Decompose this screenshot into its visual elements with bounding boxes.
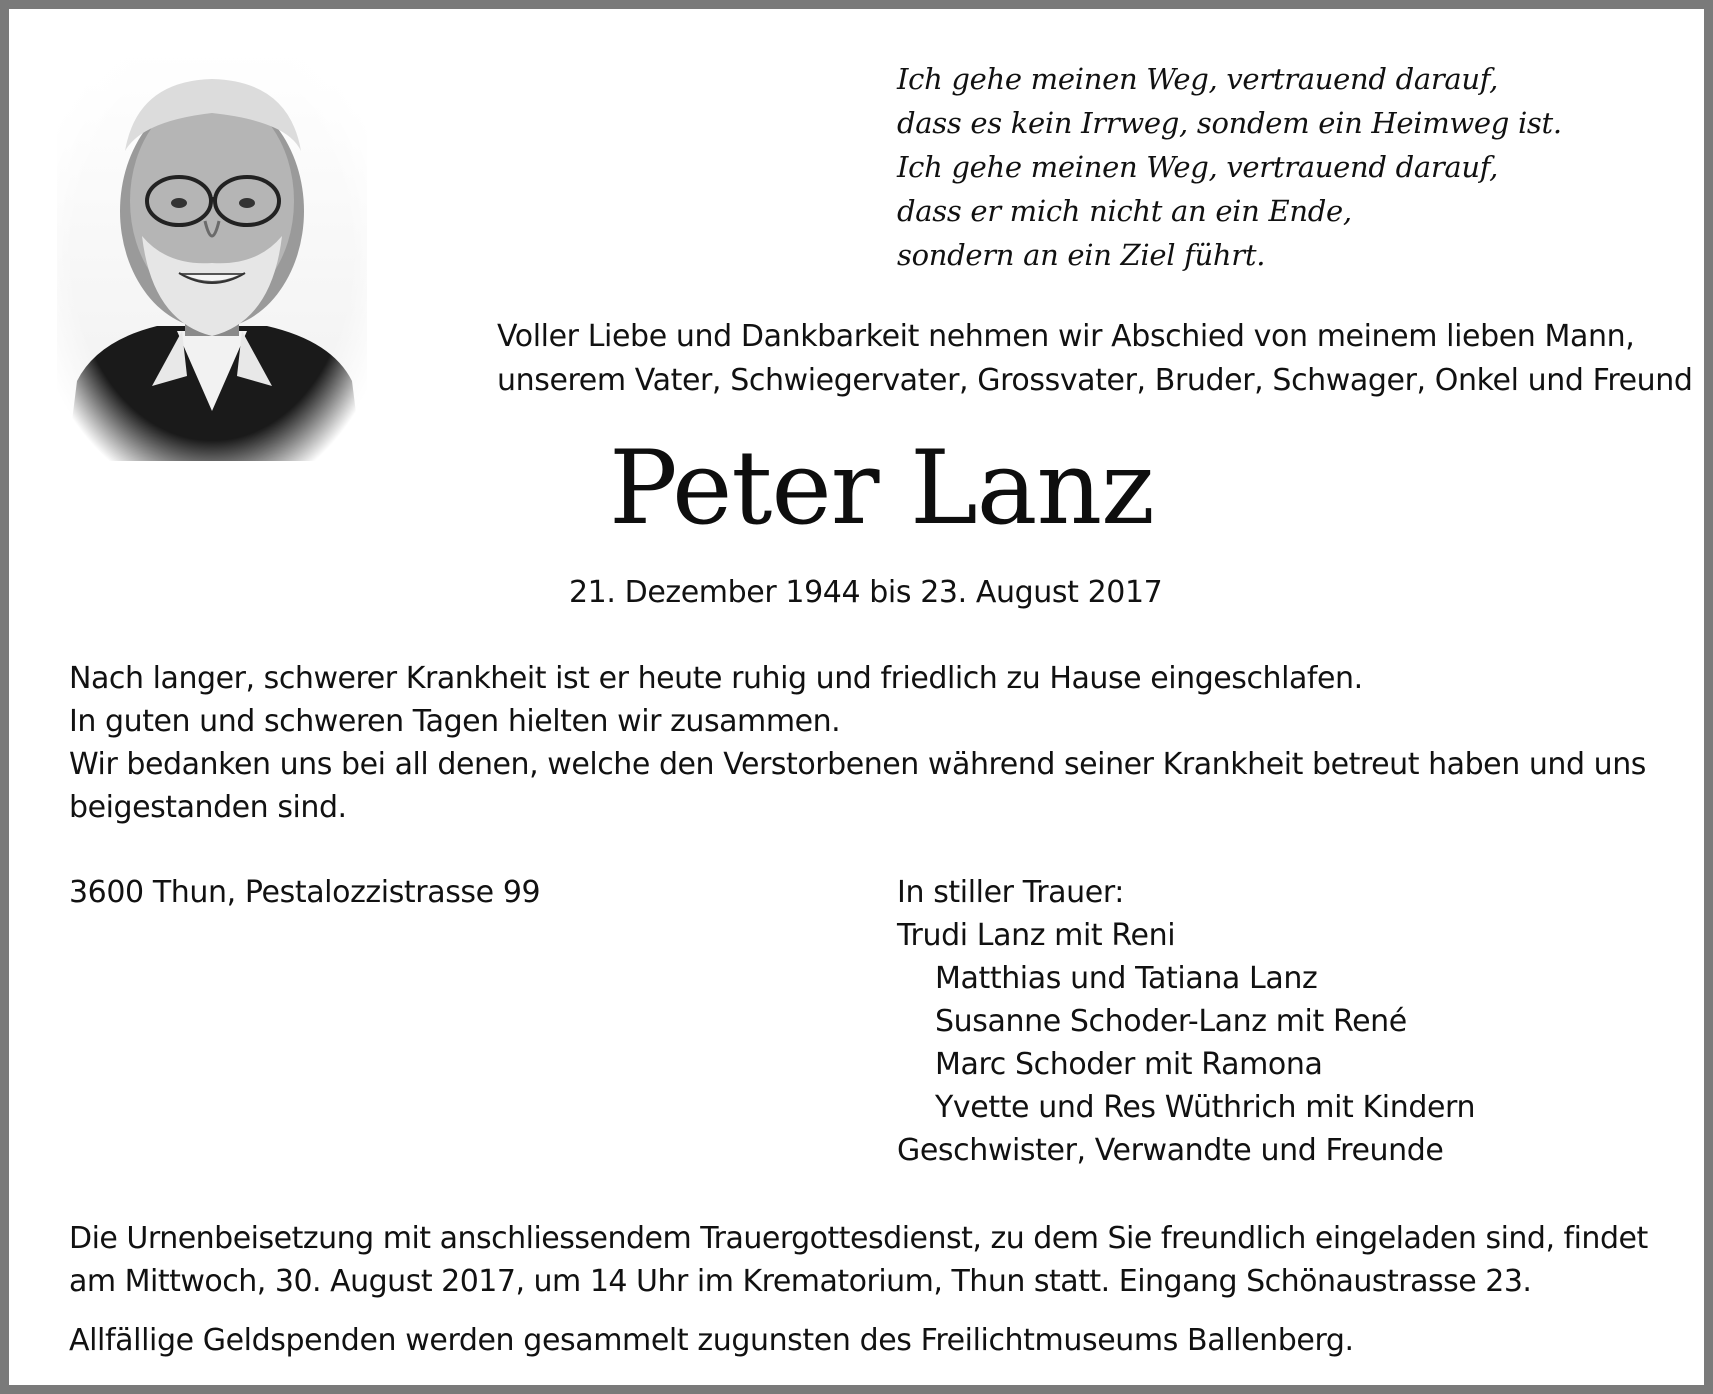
family-address: 3600 Thun, Pestalozzistrasse 99 [69,875,541,910]
poem-line: dass er mich nicht an ein Ende, [897,194,1352,228]
donation-note: Allfällige Geldspenden werden gesammelt zugunsten des Freilichtmuseums Ballenberg. [69,1323,1354,1358]
portrait-photo [57,51,367,461]
message-line: Nach langer, schwerer Krankheit ist er heute ruhig und friedlich zu Hause eingeschlafen. [69,661,1363,696]
poem-line: sondern an ein Ziel führt. [897,238,1266,272]
poem [897,57,1677,277]
mourner-child: Yvette und Res Wüthrich mit Kindern [935,1090,1476,1125]
mourner-child: Susanne Schoder-Lanz mit René [935,1004,1407,1039]
deceased-name: Peter Lanz [609,429,1154,548]
poem-line: dass es kein Irrweg, sondem ein Heimweg ist. [897,106,1562,140]
mourner-child: Marc Schoder mit Ramona [935,1047,1323,1082]
service-info [69,1217,1689,1303]
mourners-heading: In stiller Trauer: [897,875,1124,910]
message-line: In guten und schweren Tagen hielten wir zusammen. [69,704,841,739]
service-line: am Mittwoch, 30. August 2017, um 14 Uhr im Krematorium, Thun statt. Eingang Schönaustrasse 23. [69,1264,1532,1299]
message-paragraph [69,657,1689,829]
mourner-spouse: Trudi Lanz mit Reni [897,918,1176,953]
mourner-child: Matthias und Tatiana Lanz [935,961,1318,996]
life-dates: 21. Dezember 1944 bis 23. August 2017 [569,575,1163,610]
intro-line: Voller Liebe und Dankbarkeit nehmen wir Abschied von meinem lieben Mann, [497,319,1635,354]
poem-line: Ich gehe meinen Weg, vertrauend darauf, [897,62,1499,96]
message-line: beigestanden sind. [69,790,347,825]
poem-line: Ich gehe meinen Weg, vertrauend darauf, [897,150,1499,184]
message-line: Wir bedanken uns bei all denen, welche den Verstorbenen während seiner Krankheit betreut haben und uns [69,747,1646,782]
service-line: Die Urnenbeisetzung mit anschliessendem Trauergottesdienst, zu dem Sie freundlich eingeladen sind, findet [69,1221,1648,1256]
intro-text [497,315,1693,403]
mourner-others: Geschwister, Verwandte und Freunde [897,1133,1444,1168]
intro-line: unserem Vater, Schwiegervater, Grossvater, Bruder, Schwager, Onkel und Freund [497,363,1693,398]
mourners-list [897,871,1677,1172]
